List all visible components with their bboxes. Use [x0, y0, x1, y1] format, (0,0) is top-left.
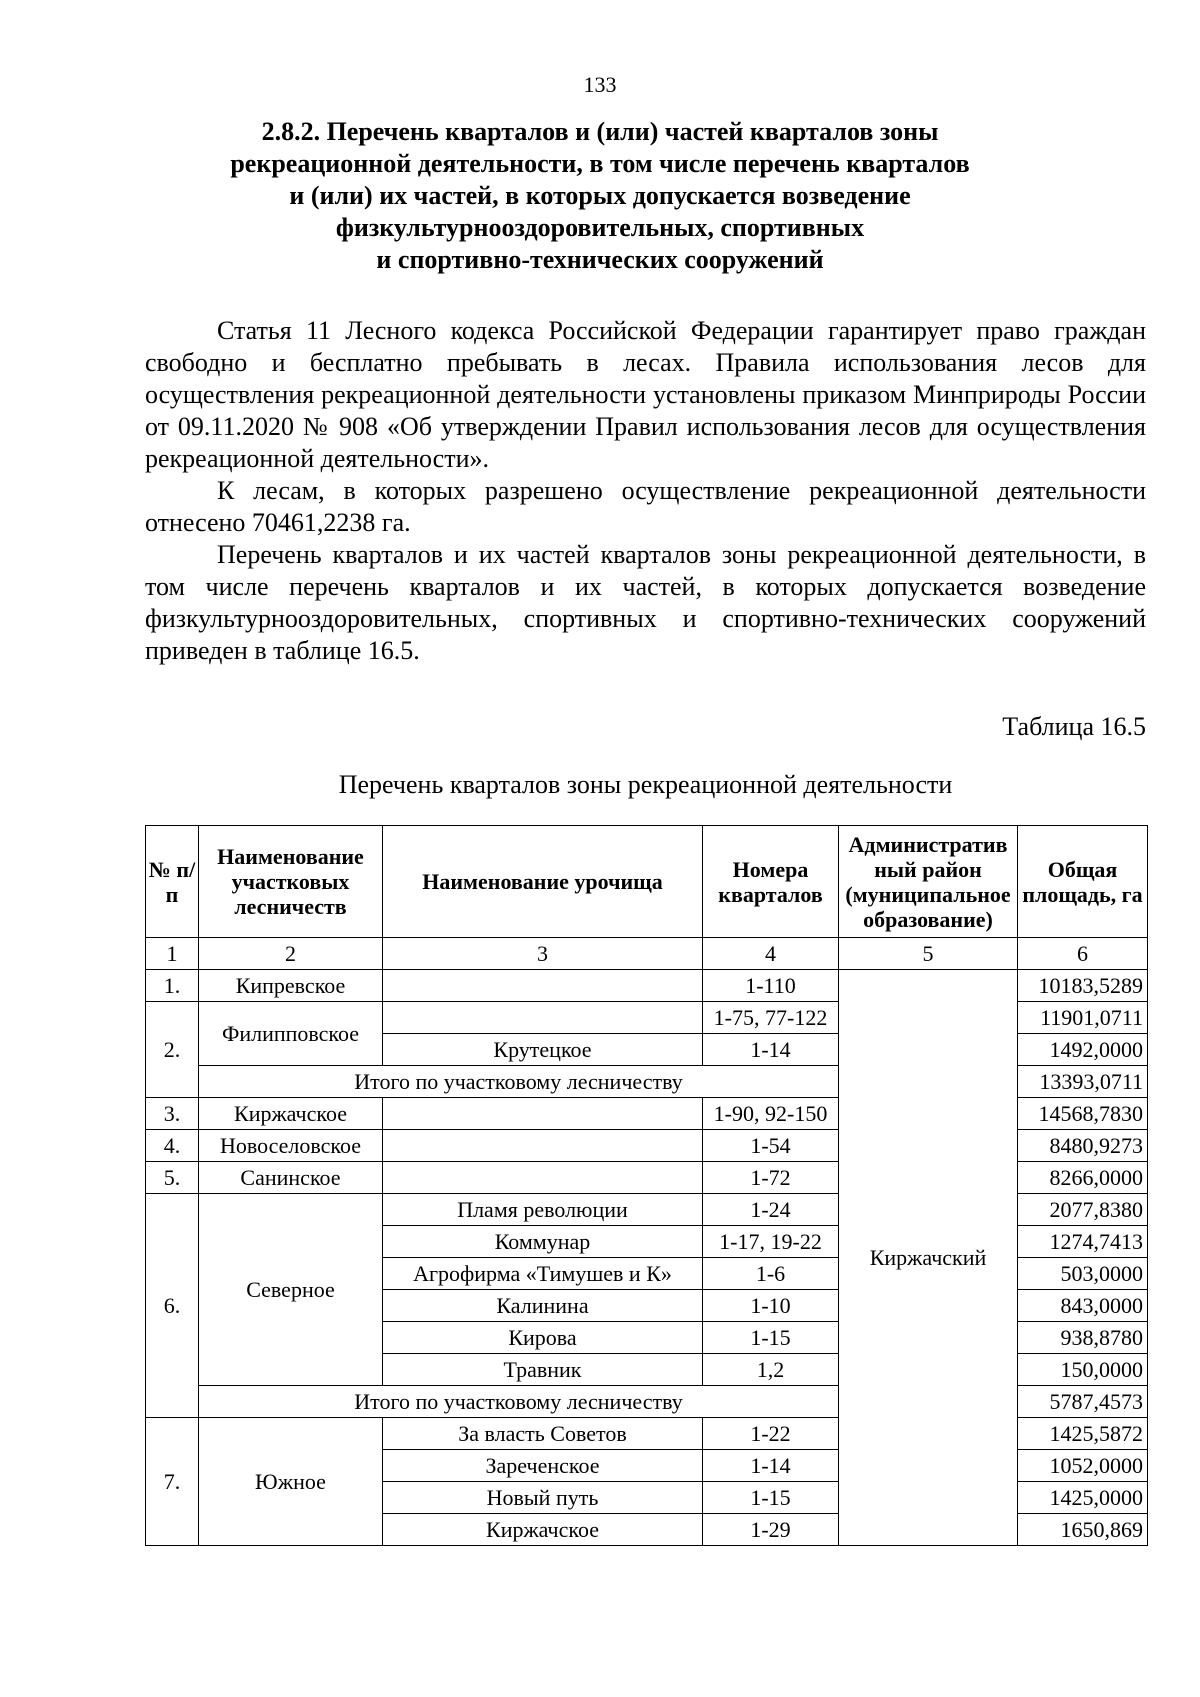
table-label: Таблица 16.5 — [1002, 712, 1146, 741]
column-number-row — [146, 938, 1148, 970]
area-value: 14568,7830 — [1018, 1098, 1148, 1130]
heading-line: рекреационной деятельности, в том числе перечень кварталов — [230, 149, 970, 178]
header-area: Общая площадь, га — [1018, 826, 1148, 938]
tract-name: Крутецкое — [383, 1034, 703, 1066]
forestry-name: Северное — [199, 1194, 383, 1386]
area-value: 1425,5872 — [1018, 1418, 1148, 1450]
heading-line: и спортивно-технических сооружений — [376, 245, 824, 274]
forestry-name: Кипревское — [199, 970, 383, 1002]
quarter-numbers: 1-29 — [703, 1514, 839, 1546]
table-row — [146, 970, 1148, 1002]
area-value: 938,8780 — [1018, 1322, 1148, 1354]
subtotal-value: 5787,4573 — [1018, 1386, 1148, 1418]
recreation-quarters-table — [145, 825, 1148, 1546]
area-value: 1492,0000 — [1018, 1034, 1148, 1066]
row-num: 2. — [146, 1002, 199, 1098]
district-name: Киржачский — [839, 970, 1018, 1546]
tract-name: Травник — [383, 1354, 703, 1386]
tract-name: Пламя революции — [383, 1194, 703, 1226]
area-value: 10183,5289 — [1018, 970, 1148, 1002]
quarter-numbers: 1-24 — [703, 1194, 839, 1226]
subtotal-value: 13393,0711 — [1018, 1066, 1148, 1098]
header-num: № п/п — [146, 826, 199, 938]
row-num: 3. — [146, 1098, 199, 1130]
column-number: 2 — [199, 938, 383, 970]
column-number: 3 — [383, 938, 703, 970]
quarter-numbers: 1-14 — [703, 1450, 839, 1482]
table-caption: Перечень кварталов зоны рекреационной деятельности — [338, 770, 953, 799]
quarter-numbers: 1-72 — [703, 1162, 839, 1194]
tract-name: Новый путь — [383, 1482, 703, 1514]
header-quarters: Номера кварталов — [703, 826, 839, 938]
forestry-name: Санинское — [199, 1162, 383, 1194]
area-value: 1052,0000 — [1018, 1450, 1148, 1482]
quarter-numbers: 1-90, 92-150 — [703, 1098, 839, 1130]
row-num: 5. — [146, 1162, 199, 1194]
area-value: 8266,0000 — [1018, 1162, 1148, 1194]
area-value: 1274,7413 — [1018, 1226, 1148, 1258]
quarter-numbers: 1-22 — [703, 1418, 839, 1450]
tract-name — [383, 1098, 703, 1130]
forestry-name: Филипповское — [199, 1002, 383, 1066]
tract-name — [383, 1162, 703, 1194]
quarter-numbers: 1-10 — [703, 1290, 839, 1322]
table-header-row — [146, 826, 1148, 938]
area-value: 150,0000 — [1018, 1354, 1148, 1386]
forestry-name: Новоселовское — [199, 1130, 383, 1162]
quarter-numbers: 1-54 — [703, 1130, 839, 1162]
paragraph: Перечень кварталов и их частей кварталов зоны рекреационной деятельности, в том числе перечень кварталов и их частей, в которых допускается возведение физкультурнооздоровительных, спортивных и спортивно-технических сооружений приведен в таблице 16.5. — [145, 540, 1146, 665]
tract-name: За власть Советов — [383, 1418, 703, 1450]
tract-name: Калинина — [383, 1290, 703, 1322]
quarter-numbers: 1-6 — [703, 1258, 839, 1290]
row-num: 7. — [146, 1418, 199, 1546]
quarter-numbers: 1,2 — [703, 1354, 839, 1386]
column-number: 1 — [146, 938, 199, 970]
subtotal-label: Итого по участковому лесничеству — [199, 1386, 839, 1418]
subtotal-label: Итого по участковому лесничеству — [199, 1066, 839, 1098]
area-value: 2077,8380 — [1018, 1194, 1148, 1226]
body-text — [145, 315, 1146, 667]
tract-name: Киржачское — [383, 1514, 703, 1546]
heading-line: и (или) их частей, в которых допускается возведение — [289, 181, 911, 210]
area-value: 843,0000 — [1018, 1290, 1148, 1322]
quarter-numbers: 1-15 — [703, 1482, 839, 1514]
section-heading — [150, 116, 1050, 276]
tract-name: Агрофирма «Тимушев и К» — [383, 1258, 703, 1290]
quarter-numbers: 1-15 — [703, 1322, 839, 1354]
page-number: 133 — [583, 72, 617, 97]
quarter-numbers: 1-17, 19-22 — [703, 1226, 839, 1258]
column-number: 6 — [1018, 938, 1148, 970]
tract-name — [383, 970, 703, 1002]
forestry-name: Киржачское — [199, 1098, 383, 1130]
forestry-name: Южное — [199, 1418, 383, 1546]
tract-name: Кирова — [383, 1322, 703, 1354]
area-value: 11901,0711 — [1018, 1002, 1148, 1034]
heading-line: 2.8.2. Перечень кварталов и (или) частей кварталов зоны — [261, 117, 939, 146]
tract-name: Коммунар — [383, 1226, 703, 1258]
column-number: 4 — [703, 938, 839, 970]
tract-name — [383, 1002, 703, 1034]
header-tract: Наименование урочища — [383, 826, 703, 938]
row-num: 4. — [146, 1130, 199, 1162]
paragraph: К лесам, в которых разрешено осуществление рекреационной деятельности отнесено 70461,2238 га. — [145, 476, 1146, 537]
header-forestry: Наименование участковых лесничеств — [199, 826, 383, 938]
area-value: 503,0000 — [1018, 1258, 1148, 1290]
row-num: 1. — [146, 970, 199, 1002]
area-value: 1425,0000 — [1018, 1482, 1148, 1514]
tract-name: Зареченское — [383, 1450, 703, 1482]
heading-line: физкультурнооздоровительных, спортивных — [335, 213, 865, 242]
quarter-numbers: 1-75, 77-122 — [703, 1002, 839, 1034]
tract-name — [383, 1130, 703, 1162]
area-value: 8480,9273 — [1018, 1130, 1148, 1162]
quarter-numbers: 1-110 — [703, 970, 839, 1002]
quarter-numbers: 1-14 — [703, 1034, 839, 1066]
header-district: Административ ный район (муниципальное образование) — [839, 826, 1018, 938]
area-value: 1650,869 — [1018, 1514, 1148, 1546]
row-num: 6. — [146, 1194, 199, 1418]
column-number: 5 — [839, 938, 1018, 970]
paragraph: Статья 11 Лесного кодекса Российской Федерации гарантирует право граждан свободно и бесплатно пребывать в лесах. Правила использования лесов для осуществления рекреационной деятельности установлены приказом Минприроды России от 09.11.2020 № 908 «Об утверждении Правил использования лесов для осуществления рекреационной деятельности». — [145, 316, 1146, 473]
